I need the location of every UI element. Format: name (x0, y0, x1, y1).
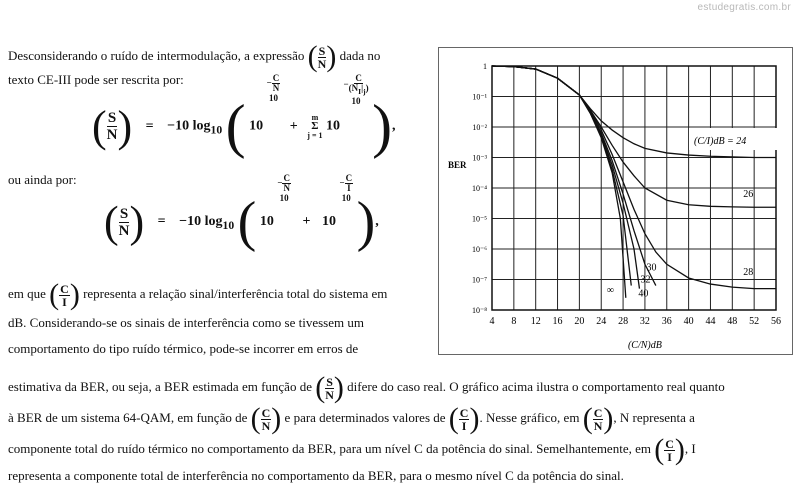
y-tick-label: 10⁻¹ (472, 92, 487, 102)
formula-1: ( $\frac{S}{N}$ ) = −10 $\log_{10}$ ( 10 − $\frac{C}{N}$ 10 + m Σ j = 1 10 − $\frac{C}{(N_I|_j)}$ 10 ), (92, 73, 396, 159)
watermark: estudegratis.com.br (697, 2, 791, 13)
y-tick-label: 10⁻² (472, 123, 487, 132)
em-que-paragraph: em que ( $\frac{C}{I}$ ) representa a relação sinal/interferência total do sistema em dB. Considerando-se os sinais de interferência como se tivessem um comportamento do tipo ruído térmico, pode-se incorrer em erros de (8, 278, 388, 356)
series-line-30 (492, 66, 656, 286)
series-line-40 (492, 66, 631, 286)
left-paren: ( (307, 40, 318, 73)
y-axis-label: BER (448, 160, 467, 170)
x-tick-label: 24 (596, 316, 607, 327)
x-tick-label: 36 (661, 316, 672, 327)
main-paragraph: estimativa da BER, ou seja, a BER estimada em função de ( $\frac{S}{N}$ ) difere do caso real. O gráfico acima ilustra o comportamento real quanto à BER de um sistema 64-QAM, em função de ( $\frac{C}{N}$ ) e para determinados valores de ( $\frac{C}{I}$ ). Nesse gráfico, em ( $\frac{C}{N}$ ), N representa a componente total do ruído térmico no comportamento da BER, para um nível C da potência do sinal. Semelhantemente, em ( $\frac{C}{I}$ ), I representa a componente total de interferência no comportamento da BER, para o mesmo nível C da potência do sinal. (8, 371, 725, 484)
series-label: 26 (743, 189, 754, 201)
x-axis-label: (C/N)dB (627, 340, 662, 351)
series-label: 30 (646, 262, 657, 274)
y-tick-label: 10⁻³ (472, 153, 487, 163)
series-label: 28 (743, 266, 754, 278)
y-tick-label: 10⁻⁸ (471, 306, 487, 315)
x-tick-label: 8 (511, 316, 517, 327)
y-tick-label: 1 (483, 62, 487, 71)
y-tick-label: 10⁻⁴ (471, 184, 487, 193)
x-tick-label: 32 (639, 316, 650, 327)
series-label: ∞ (606, 285, 614, 297)
intro-paragraph (8, 42, 433, 87)
series-label: 40 (638, 288, 649, 300)
x-tick-label: 56 (771, 316, 781, 327)
series-line-28 (492, 66, 776, 289)
ou-ainda-text: ou ainda por: (8, 172, 77, 187)
y-tick-label: 10⁻⁵ (471, 214, 487, 224)
x-tick-label: 12 (530, 316, 541, 327)
y-tick-label: 10⁻⁶ (471, 245, 487, 254)
intro-line2: texto CE-III pode ser rescrita por: (8, 72, 184, 87)
x-tick-label: 48 (727, 316, 738, 327)
x-tick-label: 52 (749, 316, 760, 327)
series-line-∞ (492, 66, 626, 298)
right-paren: ) (326, 40, 337, 73)
x-tick-label: 28 (618, 316, 629, 327)
legend-title: (C/I)dB = 24 (694, 136, 747, 147)
x-tick-label: 4 (489, 316, 495, 327)
x-tick-label: 16 (552, 316, 563, 327)
intro-line1-a: Desconsiderando o ruído de intermodulação, a expressão (8, 47, 305, 63)
x-tick-label: 44 (705, 316, 716, 327)
series-label: 32 (640, 274, 651, 286)
x-tick-label: 40 (683, 316, 694, 327)
fraction-s-n: $\frac{S}{N}$ (317, 43, 327, 71)
x-tick-label: 20 (574, 316, 585, 327)
ber-chart-svg (439, 48, 792, 354)
formula-2: ( $\frac{S}{N}$ ) = −10 $\log_{10}$ ( 10 − $\frac{C}{N}$ 10 + 10 − $\frac{C}{I}$ 10 ), (104, 173, 379, 253)
y-tick-label: 10⁻⁷ (471, 275, 487, 285)
ber-chart (438, 47, 793, 355)
intro-line1-b: dada no (339, 47, 381, 63)
